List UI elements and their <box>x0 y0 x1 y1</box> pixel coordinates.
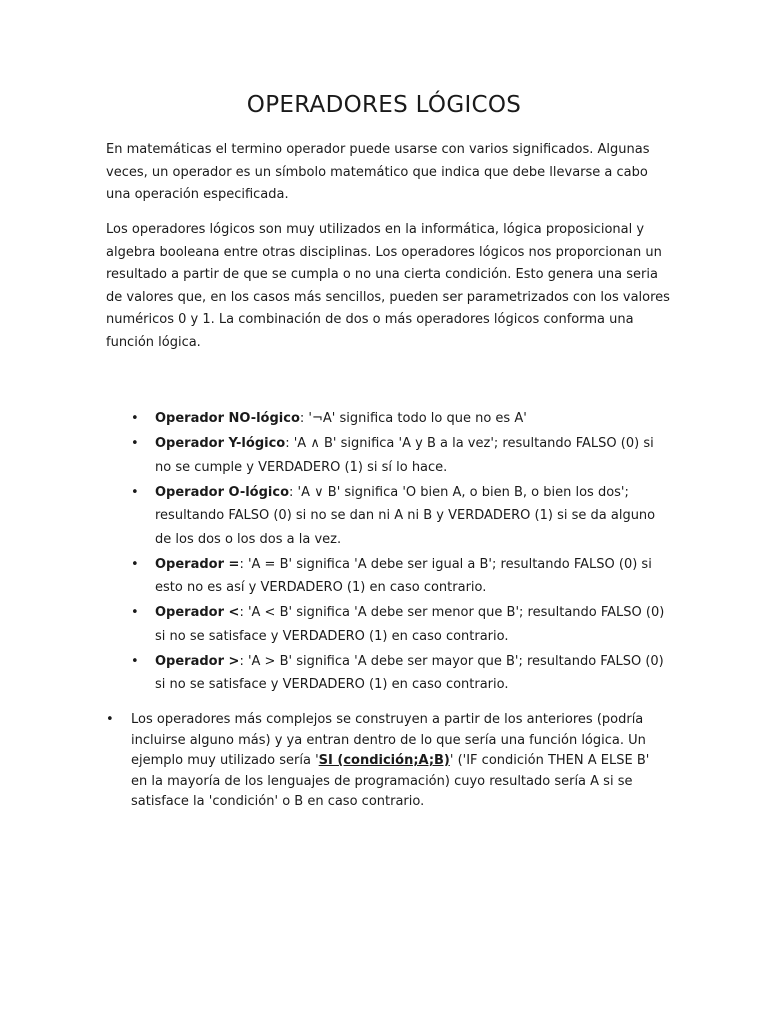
bullet-icon: • <box>106 712 114 727</box>
list-item <box>131 553 671 600</box>
operator-name: Operador < <box>155 605 240 620</box>
bullet-icon: • <box>131 484 139 500</box>
complex-operators-list <box>106 710 666 813</box>
complex-text-before: Los operadores más complejos se construyen a partir de los anteriores (podría incluirse alguno más) y ya entran dentro de lo que sería una función lógica. Un ejemplo muy utilizado sería ' <box>131 712 646 768</box>
complex-text-after: ' ('IF condición THEN A ELSE B' en la mayoría de los lenguajes de programación) cuyo resultado sería A si se satisface la 'condición' o B en caso contrario. <box>131 753 650 809</box>
list-item <box>131 432 671 479</box>
list-item <box>131 650 671 697</box>
operator-description: : 'A ∧ B' significa 'A y B a la vez'; resultando FALSO (0) si no se cumple y VERDADERO (1) si sí lo hace. <box>155 436 654 475</box>
bullet-icon: • <box>131 436 139 451</box>
operator-name: Operador > <box>155 653 240 669</box>
list-item <box>106 710 666 813</box>
bullet-icon: • <box>131 653 139 669</box>
operator-name: Operador Y-lógico <box>155 436 286 451</box>
bullet-icon: • <box>131 556 139 572</box>
si-function-highlight: SI (condición;A;B) <box>318 753 450 768</box>
list-item <box>131 407 671 431</box>
bullet-icon: • <box>131 605 139 620</box>
operator-description: : '¬A' significa todo lo que no es A' <box>299 411 527 426</box>
list-item <box>131 481 671 552</box>
bullet-icon: • <box>131 411 139 426</box>
page-title: OPERADORES LÓGICOS <box>246 92 522 118</box>
logic-operators-paragraph: Los operadores lógicos son muy utilizados en la informática, lógica proposicional y algebra booleana entre otras disciplinas. Los operadores lógicos nos proporcionan un resultado a partir de que se cumpla o no una cierta condición. Esto genera una seria de valores que, en los casos más sencillos, pueden ser parametrizados con los valores numéricos 0 y 1. La combinación de dos o más operadores lógicos conforma una función lógica. <box>106 222 670 350</box>
operator-name: Operador NO-lógico <box>155 411 300 426</box>
operator-description: : 'A > B' significa 'A debe ser mayor que B'; resultando FALSO (0) si no se satisface y VERDADERO (1) en caso contrario. <box>155 653 664 692</box>
operator-name: Operador = <box>155 556 240 572</box>
list-item <box>131 601 671 648</box>
intro-paragraph: En matemáticas el termino operador puede usarse con varios significados. Algunas veces, un operador es un símbolo matemático que indica que debe llevarse a cabo una operación especificada. <box>106 142 650 202</box>
operator-name: Operador O-lógico <box>155 484 290 500</box>
operators-list <box>131 407 671 698</box>
operator-description: : 'A < B' significa 'A debe ser menor que B'; resultando FALSO (0) si no se satisface y VERDADERO (1) en caso contrario. <box>155 605 665 644</box>
operator-description: : 'A = B' significa 'A debe ser igual a B'; resultando FALSO (0) si esto no es así y VERDADERO (1) en caso contrario. <box>155 556 652 595</box>
operator-description: : 'A ∨ B' significa 'O bien A, o bien B, o bien los dos'; resultando FALSO (0) si no se dan ni A ni B y VERDADERO (1) si se da alguno de los dos o los dos a la vez. <box>155 484 656 547</box>
